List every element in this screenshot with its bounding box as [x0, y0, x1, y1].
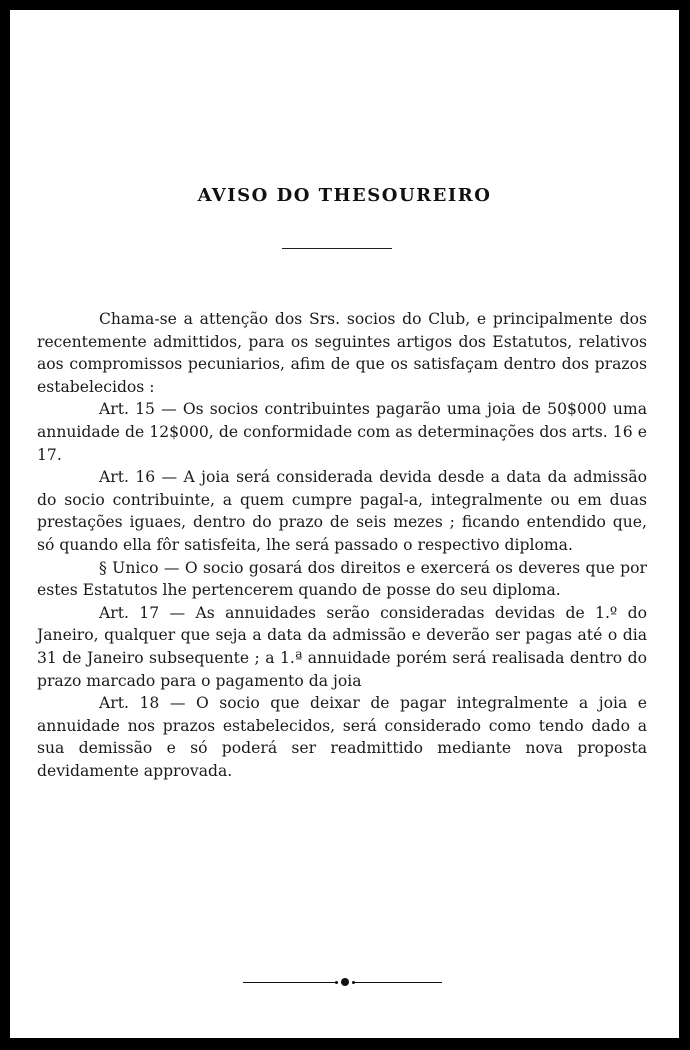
document-body: [37, 308, 647, 782]
document-page: [10, 10, 679, 1038]
paragraph-art-17: Art. 17 — As annuidades serão consideradas devidas de 1.º do Janeiro, qualquer que seja a data da admissão e deverão ser pagas até o dia 31 de Janeiro subsequente ; a 1.ª annuidade porém será realisada dentro do prazo marcado para o pagamento da joia: [37, 603, 647, 690]
document-title: AVISO DO THESOUREIRO: [197, 185, 492, 206]
title-divider: [282, 248, 392, 249]
paragraph-art-18: Art. 18 — O socio que deixar de pagar integralmente a joia e annuidade nos prazos estabelecidos, será considerado como tendo dado a sua demissão e só poderá ser readmittido mediante nova proposta devidamente approvada.: [37, 694, 647, 780]
paragraph-intro: Chama-se a attenção dos Srs. socios do Club, e principalmente dos recentemente admittidos, para os seguintes artigos dos Estatutos, relativos aos compromissos pecuniarios, afim de que os satisfaçam dentro dos prazos estabelecidos :: [37, 310, 647, 396]
ornament-center-dot: [341, 978, 349, 986]
ornament-right-rule: [352, 982, 442, 983]
paragraph-unico: § Unico — O socio gosará dos direitos e exercerá os deveres que por estes Estatutos lhe pertencerem quando de posse do seu diploma.: [37, 558, 647, 600]
paragraph-art-15: Art. 15 — Os socios contribuintes pagarão uma joia de 50$000 uma annuidade de 12$000, de conformidade com as determinações dos arts. 16 e 17.: [37, 400, 647, 464]
closing-ornament: [10, 978, 679, 988]
paragraph-art-16: Art. 16 — A joia será considerada devida desde a data da admissão do socio contribuinte, a quem cumpre pagal-a, integralmente ou em duas prestações iguaes, dentro do prazo de seis mezes ; ficando entendido que, só quando ella fôr satisfeita, lhe será passado o respectivo diploma.: [37, 468, 647, 554]
ornament-left-rule: [243, 982, 338, 983]
ornament-left-dot: [335, 981, 338, 984]
